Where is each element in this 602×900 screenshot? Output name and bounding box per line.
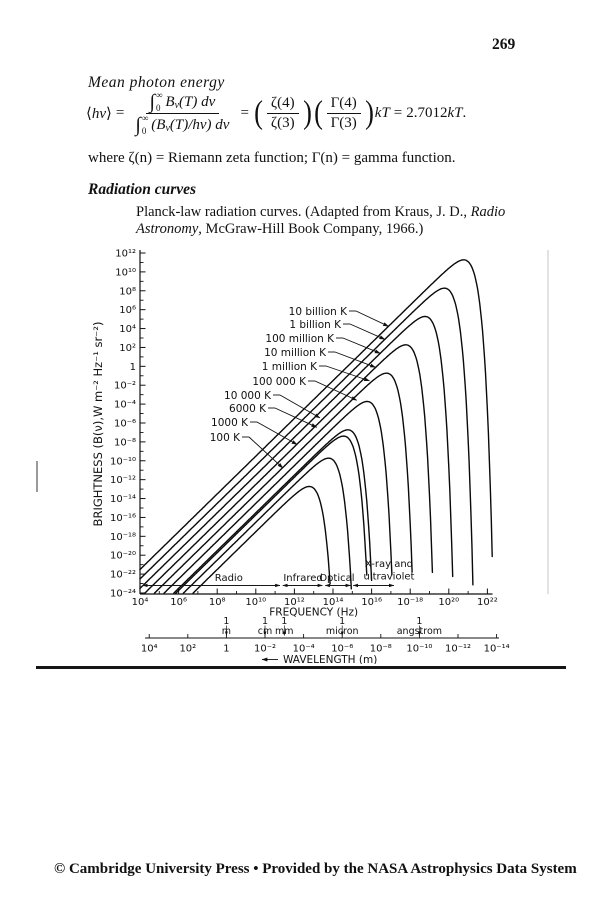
curve-label: 6000 K — [229, 403, 266, 415]
y-tick-label: 10⁻⁶ — [113, 418, 136, 430]
curve-label: 100 K — [209, 432, 240, 444]
unit-marker-value: 1 — [261, 616, 269, 627]
curve-label-leader — [326, 366, 370, 381]
x-tick-label: 10¹⁶ — [361, 597, 382, 608]
wavelength-tick-label: 10⁻⁶ — [331, 643, 354, 655]
equals-sign: = — [393, 105, 403, 121]
y-axis-title-group — [91, 322, 105, 527]
close-paren: ) — [364, 95, 374, 132]
band-label: X-ray and — [364, 559, 414, 570]
x-tick-label: 10¹⁴ — [322, 597, 344, 608]
curve-label: 10 000 K — [224, 390, 271, 402]
wavelength-tick-label: 10⁻⁸ — [369, 643, 392, 655]
page-number: 269 — [492, 36, 516, 53]
separator-rule — [36, 666, 566, 669]
close-paren: ) — [302, 95, 312, 132]
y-tick-label: 10¹⁰ — [115, 267, 136, 279]
x-axis-title: FREQUENCY (Hz) — [269, 606, 359, 619]
open-paren: ( — [254, 95, 263, 132]
radiation-chart — [88, 243, 558, 664]
y-tick-label: 10⁻⁴ — [113, 399, 136, 411]
y-tick-label: 10⁻²⁰ — [109, 550, 136, 562]
wavelength-tick-label: 10⁻⁴ — [292, 643, 315, 655]
planck-curve — [174, 430, 372, 593]
axes — [140, 250, 548, 594]
band-label: Optical — [319, 573, 355, 584]
scan-artifact — [36, 461, 38, 492]
x-axis-ticks — [132, 589, 498, 619]
unit-marker-name: mm — [275, 626, 294, 637]
wavelength-tick-label: 10⁻¹⁴ — [483, 643, 510, 655]
curve-label: 1 million K — [261, 361, 317, 373]
equals-sign: = — [115, 105, 125, 121]
unit-marker-name: m — [221, 626, 232, 637]
zeta-gamma-note: where ζ(n) = Riemann zeta function; Γ(n) = gamma function. — [88, 150, 456, 166]
curve-label-leader — [257, 422, 297, 445]
unit-marker-value: 1 — [223, 616, 230, 627]
curve-label-leader — [275, 408, 317, 427]
caption-line-1: Planck-law radiation curves. (Adapted from Kraus, J. D., Radio — [136, 204, 506, 220]
wavelength-tick-label: 10⁻² — [253, 643, 277, 655]
y-tick-label: 10⁻¹⁸ — [109, 531, 136, 543]
y-tick-label: 1 — [129, 361, 136, 373]
wavelength-axis — [141, 616, 510, 664]
y-tick-label: 10⁻¹⁰ — [109, 456, 136, 468]
result-term: 2.7012kT. — [406, 105, 467, 121]
x-tick-label: 10⁶ — [170, 597, 187, 608]
footer-credit: © Cambridge University Press • Provided by the NASA Astrophysics Data System — [54, 861, 577, 877]
mean-photon-heading: Mean photon energy — [88, 74, 225, 91]
band-label: ultraviolet — [363, 571, 415, 583]
spectral-bands — [143, 559, 415, 585]
curve-label: 1 billion K — [289, 319, 341, 331]
x-tick-label: 10²² — [477, 597, 498, 608]
radiation-curves-heading: Radiation curves — [88, 181, 197, 198]
curve-label: 100 million K — [265, 333, 334, 345]
x-tick-label: 10²⁰ — [438, 597, 460, 608]
integral-sign: ∫ — [149, 91, 155, 113]
x-tick-label: 10⁸ — [208, 597, 226, 608]
wavelength-axis-title: WAVELENGTH (m) — [283, 654, 378, 664]
unit-marker-value: 1 — [416, 616, 423, 627]
integral-denominator: ∫ ∞ 0 (B ν (T)/hν) dν — [135, 113, 230, 136]
wavelength-tick-label: 10² — [179, 643, 197, 655]
caption-line-2: Astronomy, McGraw-Hill Book Company, 1966.) — [136, 220, 424, 237]
unit-marker-value: 1 — [281, 616, 288, 627]
unit-marker-value: 1 — [339, 616, 346, 627]
integral-numerator: ∫ ∞ 0 B ν (T) dν — [146, 92, 220, 114]
y-tick-label: 10⁻¹⁶ — [109, 512, 136, 524]
y-axis-title: BRIGHTNESS (B(ν),W m⁻² Hz⁻¹ sr⁻²) — [91, 321, 105, 527]
y-tick-label: 10² — [119, 342, 136, 354]
wavelength-tick-label: 1 — [223, 643, 230, 655]
y-tick-label: 10¹² — [115, 248, 136, 260]
integral-fraction — [131, 92, 233, 135]
mean-photon-formula — [86, 92, 466, 135]
open-paren: ( — [313, 95, 323, 132]
y-tick-label: 10⁻¹² — [109, 475, 136, 487]
curve-label-leader — [356, 311, 388, 326]
y-tick-label: 10⁶ — [119, 305, 136, 317]
integral-sign: ∫ — [135, 114, 141, 136]
unit-marker-name: micron — [325, 626, 359, 637]
kt-term: kT — [374, 105, 390, 121]
y-tick-label: 10⁻⁸ — [113, 437, 136, 449]
curve-label: 10 billion K — [288, 306, 347, 318]
y-tick-label: 10⁸ — [119, 286, 136, 298]
figure-caption — [136, 204, 505, 237]
y-tick-label: 10⁻² — [113, 380, 136, 392]
y-tick-label: 10⁻²⁴ — [109, 588, 136, 600]
curve-label: 100 000 K — [252, 376, 306, 388]
x-tick-label: 10¹² — [284, 597, 305, 608]
equals-sign: = — [240, 105, 249, 121]
y-tick-label: 10⁴ — [119, 324, 136, 336]
planck-curve — [164, 402, 392, 594]
wavelength-tick-label: 10⁻¹⁰ — [406, 643, 433, 655]
unit-marker-name: angstrom — [396, 626, 443, 637]
y-tick-label: 10⁻¹⁴ — [109, 494, 136, 506]
curve-label-leader — [350, 324, 385, 339]
zeta-fraction: $\frac{\zeta(4)}{\zeta(3)}$ — [267, 95, 299, 132]
band-label: Infrared — [283, 573, 323, 584]
gamma-fraction: $\frac{\Gamma(4)}{\Gamma(3)}$ — [327, 95, 361, 132]
formula-lhs: ⟨hν⟩ — [86, 106, 112, 122]
curve-labels — [210, 306, 389, 468]
wavelength-tick-label: 10⁻¹² — [444, 643, 472, 655]
x-tick-label: 10⁻¹⁸ — [397, 597, 424, 608]
wavelength-tick-label: 10⁴ — [140, 643, 158, 655]
x-tick-label: 10¹⁰ — [245, 597, 267, 608]
y-tick-label: 10⁻²² — [109, 569, 136, 581]
curve-label: 10 million K — [264, 347, 326, 359]
unit-marker-name: cm — [257, 626, 273, 637]
x-tick-label: 10⁴ — [131, 597, 149, 608]
band-label: Radio — [214, 573, 243, 584]
curve-label: 1000 K — [211, 417, 248, 429]
